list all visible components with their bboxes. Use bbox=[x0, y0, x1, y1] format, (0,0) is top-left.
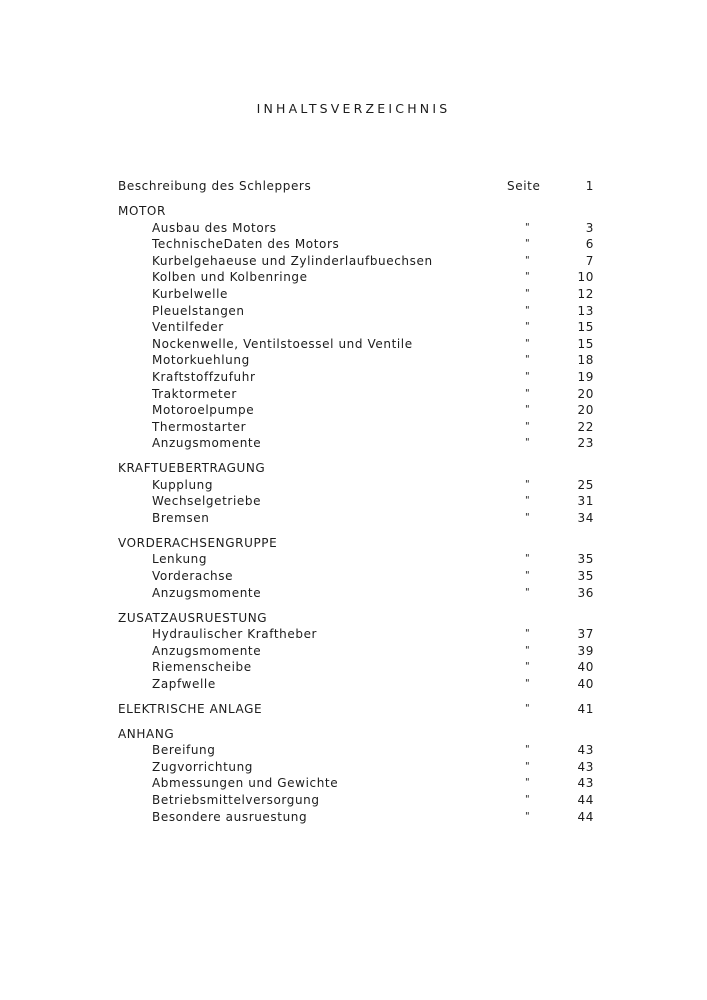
toc-entry bbox=[118, 626, 594, 643]
toc-entry bbox=[118, 510, 594, 527]
seite-label: Seite bbox=[507, 179, 541, 193]
ditto-mark: " bbox=[525, 404, 531, 416]
ditto-mark: " bbox=[525, 437, 531, 449]
toc-entry bbox=[118, 236, 594, 253]
toc-page-number: 41 bbox=[577, 701, 594, 716]
toc-entry-label: Hydraulischer Kraftheber bbox=[152, 627, 318, 642]
ditto-mark: " bbox=[525, 238, 531, 250]
toc-page-number: 36 bbox=[577, 585, 594, 600]
toc-page-number: 35 bbox=[577, 552, 594, 567]
ditto-mark: " bbox=[525, 661, 531, 673]
toc-section bbox=[118, 701, 594, 718]
toc-page-number: 3 bbox=[585, 220, 594, 235]
toc-page-number: 43 bbox=[577, 776, 594, 791]
toc-entry bbox=[118, 643, 594, 660]
toc-section-heading: MOTOR bbox=[118, 204, 166, 218]
ditto-mark: " bbox=[525, 511, 531, 523]
toc-page-number: 40 bbox=[577, 676, 594, 691]
toc-entry bbox=[118, 477, 594, 494]
toc-section-heading-row bbox=[118, 535, 594, 552]
toc-section-heading-row bbox=[118, 460, 594, 477]
toc-entry bbox=[118, 551, 594, 568]
toc-page-number: 20 bbox=[577, 386, 594, 401]
toc-page-number: 6 bbox=[585, 237, 594, 252]
ditto-mark: " bbox=[525, 702, 531, 714]
toc-entry bbox=[118, 369, 594, 386]
ditto-mark: " bbox=[525, 760, 531, 772]
ditto-mark: " bbox=[525, 628, 531, 640]
toc-section-heading: ANHANG bbox=[118, 726, 175, 741]
toc-entry bbox=[118, 253, 594, 270]
toc-entry bbox=[118, 659, 594, 676]
toc-section bbox=[118, 203, 594, 452]
toc-page-number: 31 bbox=[577, 494, 594, 509]
toc-entry bbox=[118, 269, 594, 286]
ditto-mark: " bbox=[525, 677, 531, 689]
toc-entry-label: Zugvorrichtung bbox=[152, 759, 254, 774]
toc-entry bbox=[118, 585, 594, 602]
ditto-mark: " bbox=[525, 354, 531, 366]
toc-entry bbox=[118, 402, 594, 419]
toc-section-heading: ZUSATZAUSRUESTUNG bbox=[118, 610, 268, 625]
table-of-contents bbox=[118, 177, 594, 834]
toc-entry bbox=[118, 742, 594, 759]
toc-page-number: 7 bbox=[585, 253, 594, 268]
toc-page-number: 19 bbox=[577, 369, 594, 384]
ditto-mark: " bbox=[525, 744, 531, 756]
toc-entry-label: Anzugsmomente bbox=[152, 436, 262, 451]
toc-entry-label: Abmessungen und Gewichte bbox=[152, 776, 339, 791]
toc-section-heading: KRAFTUEBERTRAGUNG bbox=[118, 461, 266, 476]
ditto-mark: " bbox=[525, 495, 531, 507]
toc-entry-label: Betriebsmittelversorgung bbox=[152, 793, 320, 808]
ditto-mark: " bbox=[525, 553, 531, 565]
toc-page-number: 22 bbox=[577, 419, 594, 434]
toc-entry-label: Bereifung bbox=[152, 743, 216, 758]
toc-entry bbox=[118, 568, 594, 585]
toc-intro-row bbox=[118, 177, 594, 203]
toc-section bbox=[118, 535, 594, 601]
toc-section-heading-row bbox=[118, 203, 594, 220]
ditto-mark: " bbox=[525, 387, 531, 399]
toc-entry-label: Besondere ausruestung bbox=[152, 809, 308, 824]
toc-section bbox=[118, 726, 594, 826]
toc-entry bbox=[118, 336, 594, 353]
toc-entry-label: Kupplung bbox=[152, 477, 214, 492]
ditto-mark: " bbox=[525, 478, 531, 490]
toc-page-number: 23 bbox=[577, 436, 594, 451]
toc-section-heading: ELEKTRISCHE ANLAGE bbox=[118, 701, 263, 716]
toc-page-number: 15 bbox=[577, 320, 594, 335]
toc-page-number: 43 bbox=[577, 743, 594, 758]
toc-entry bbox=[118, 809, 594, 826]
toc-entry-label: TechnischeDaten des Motors bbox=[152, 237, 340, 252]
toc-entry-label: Bremsen bbox=[152, 510, 210, 525]
toc-section bbox=[118, 610, 594, 693]
toc-page-number: 43 bbox=[577, 759, 594, 774]
toc-page-number: 25 bbox=[577, 477, 594, 492]
toc-entry-label: Ausbau des Motors bbox=[152, 220, 277, 235]
toc-entry-label: Lenkung bbox=[152, 552, 208, 567]
toc-page-number: 13 bbox=[577, 303, 594, 318]
toc-entry-label: Anzugsmomente bbox=[152, 643, 262, 658]
toc-entry bbox=[118, 759, 594, 776]
toc-page-number: 1 bbox=[585, 179, 594, 193]
toc-page-number: 44 bbox=[577, 793, 594, 808]
toc-entry-label: Traktormeter bbox=[152, 386, 237, 401]
ditto-mark: " bbox=[525, 777, 531, 789]
toc-page-number: 12 bbox=[577, 286, 594, 301]
toc-entry-label: Motorkuehlung bbox=[152, 353, 250, 368]
toc-entry bbox=[118, 220, 594, 237]
toc-entry bbox=[118, 352, 594, 369]
ditto-mark: " bbox=[525, 221, 531, 233]
toc-entry-label: Kolben und Kolbenringe bbox=[152, 270, 308, 285]
toc-section-heading: VORDERACHSENGRUPPE bbox=[118, 535, 278, 550]
toc-entry bbox=[118, 676, 594, 693]
ditto-mark: " bbox=[525, 254, 531, 266]
toc-page-number: 20 bbox=[577, 403, 594, 418]
toc-entry bbox=[118, 319, 594, 336]
ditto-mark: " bbox=[525, 370, 531, 382]
toc-section-heading-row bbox=[118, 701, 594, 718]
toc-page-number: 35 bbox=[577, 569, 594, 584]
toc-entry bbox=[118, 386, 594, 403]
toc-entry-label: Kurbelgehaeuse und Zylinderlaufbuechsen bbox=[152, 253, 433, 268]
toc-entry bbox=[118, 419, 594, 436]
toc-entry-label: Zapfwelle bbox=[152, 676, 216, 691]
ditto-mark: " bbox=[525, 810, 531, 822]
toc-entry bbox=[118, 435, 594, 452]
toc-entry bbox=[118, 775, 594, 792]
toc-page-number: 37 bbox=[577, 627, 594, 642]
toc-section-heading-row bbox=[118, 610, 594, 627]
toc-section bbox=[118, 460, 594, 526]
ditto-mark: " bbox=[525, 271, 531, 283]
ditto-mark: " bbox=[525, 337, 531, 349]
ditto-mark: " bbox=[525, 586, 531, 598]
toc-entry bbox=[118, 792, 594, 809]
ditto-mark: " bbox=[525, 304, 531, 316]
toc-page-number: 39 bbox=[577, 643, 594, 658]
toc-entry-label: Nockenwelle, Ventilstoessel und Ventile bbox=[152, 336, 413, 351]
page-title: INHALTSVERZEICHNIS bbox=[256, 101, 451, 116]
toc-page-number: 40 bbox=[577, 660, 594, 675]
toc-page-number: 15 bbox=[577, 336, 594, 351]
toc-entry bbox=[118, 286, 594, 303]
ditto-mark: " bbox=[525, 321, 531, 333]
ditto-mark: " bbox=[525, 570, 531, 582]
toc-page-number: 10 bbox=[577, 270, 594, 285]
toc-entry-label: Pleuelstangen bbox=[152, 303, 245, 318]
toc-page-number: 44 bbox=[577, 809, 594, 824]
toc-page-number: 34 bbox=[577, 510, 594, 525]
toc-entry-label: Motoroelpumpe bbox=[152, 403, 255, 418]
toc-entry-label: Anzugsmomente bbox=[152, 585, 262, 600]
toc-entry-label: Kurbelwelle bbox=[152, 286, 228, 301]
toc-entry-label: Vorderachse bbox=[152, 569, 234, 584]
toc-intro-label: Beschreibung des Schleppers bbox=[118, 179, 312, 193]
ditto-mark: " bbox=[525, 420, 531, 432]
ditto-mark: " bbox=[525, 794, 531, 806]
toc-entry-label: Ventilfeder bbox=[152, 320, 224, 335]
toc-entry-label: Riemenscheibe bbox=[152, 660, 252, 675]
ditto-mark: " bbox=[525, 287, 531, 299]
toc-page-number: 18 bbox=[577, 353, 594, 368]
toc-section-heading-row bbox=[118, 726, 594, 743]
ditto-mark: " bbox=[525, 644, 531, 656]
toc-entry-label: Wechselgetriebe bbox=[152, 494, 262, 509]
toc-entry bbox=[118, 303, 594, 320]
toc-entry-label: Kraftstoffzufuhr bbox=[152, 369, 256, 384]
toc-entry bbox=[118, 493, 594, 510]
toc-entry-label: Thermostarter bbox=[152, 419, 247, 434]
